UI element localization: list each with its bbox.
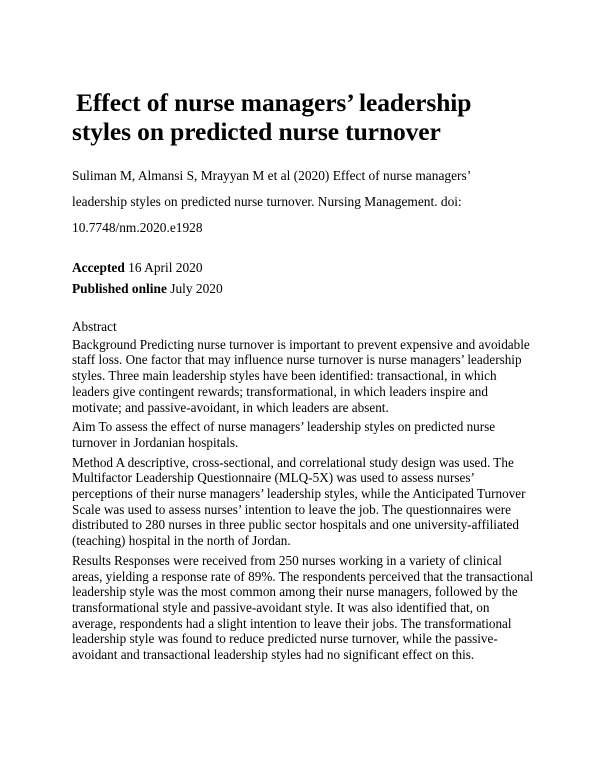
citation-line-3: 10.7748/nm.2020.e1928 bbox=[72, 220, 203, 235]
published-label: Published online bbox=[72, 281, 167, 296]
published-date: July 2020 bbox=[170, 281, 223, 296]
accepted-row bbox=[72, 257, 532, 278]
citation-line-1: Suliman M, Almansi S, Mrayyan M et al (2020) Effect of nurse managers’ bbox=[72, 168, 472, 183]
accepted-label: Accepted bbox=[72, 260, 125, 275]
abstract-method: Method A descriptive, cross-sectional, and correlational study design was used. The Multifactor Leadership Questionnaire (MLQ-5X) was used to assess nurses’ perceptions of their nurse managers’ leadership styles, while the Anticipated Turnover Scale was used to assess nurses’ intention to leave the job. The questionnaires were distributed to 280 nurses in three public sector hospitals and one university-affiliated (teaching) hospital in the north of Jordan. bbox=[72, 454, 526, 549]
publication-dates bbox=[72, 257, 532, 299]
published-row bbox=[72, 278, 532, 299]
accepted-date: 16 April 2020 bbox=[128, 260, 203, 275]
citation-line-2: leadership styles on predicted nurse turnover. Nursing Management. doi: bbox=[72, 194, 462, 209]
article-title bbox=[72, 88, 542, 146]
abstract-section bbox=[72, 319, 534, 667]
abstract-background: Background Predicting nurse turnover is important to prevent expensive and avoidable staff loss. One factor that may influence nurse turnover is nurse managers’ leadership styles. Three main leadership styles have been identified: transactional, in which leaders give contingent rewards; transformational, in which leaders inspire and motivate; and passive-avoidant, in which leaders are absent. bbox=[72, 336, 530, 415]
article-title-line-1: Effect of nurse managers’ leadership bbox=[76, 88, 472, 117]
article-title-line-2: styles on predicted nurse turnover bbox=[72, 117, 441, 146]
abstract-results: Results Responses were received from 250 nurses working in a variety of clinical areas, yielding a response rate of 89%. The respondents perceived that the transactional leadership style was the most common among their nurse managers, followed by the transformational style and passive-avoidant style. It was also identified that, on average, respondents had a slight intention to leave their jobs. The transformational leadership style was found to reduce predicted nurse turnover, while the passive-avoidant and transactional leadership styles had no significant effect on this. bbox=[72, 552, 534, 663]
abstract-heading: Abstract bbox=[72, 319, 117, 334]
citation bbox=[72, 163, 542, 241]
abstract-aim: Aim To assess the effect of nurse managers’ leadership styles on predicted nurse turnover in Jordanian hospitals. bbox=[72, 419, 496, 450]
